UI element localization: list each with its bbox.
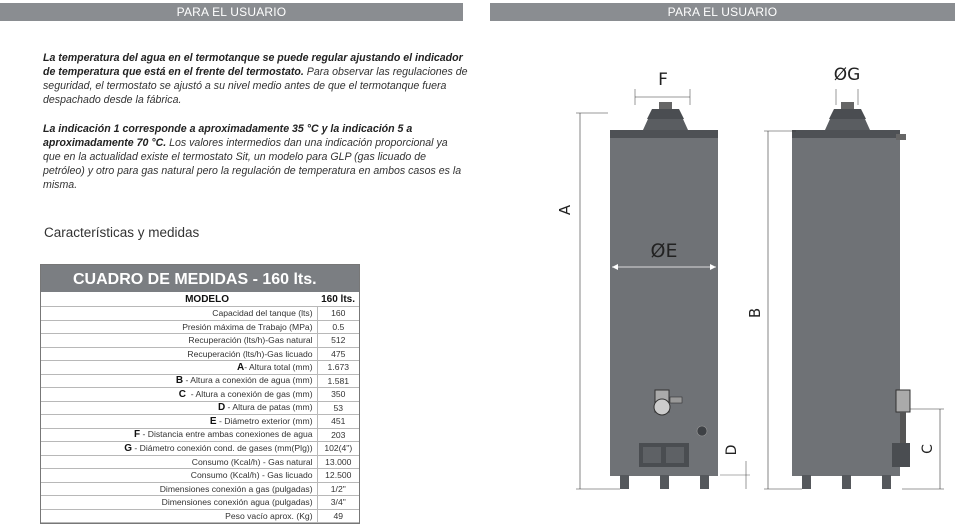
dimension-c-label: C — [920, 444, 936, 454]
row-label — [41, 388, 317, 402]
table-row — [41, 320, 359, 334]
table-row — [41, 347, 359, 361]
tank-left — [610, 102, 718, 489]
table-row — [41, 388, 359, 402]
row-value: 102(4") — [317, 442, 359, 456]
row-label — [41, 415, 317, 429]
tank-left-burner-panel-1 — [643, 447, 661, 463]
row-label-text: - Altura a conexión de agua (mm) — [183, 375, 313, 386]
dimension-f-label: F — [658, 70, 668, 90]
row-label-text: Consumo (Kcal/h) - Gas natural — [191, 456, 313, 467]
row-label — [41, 428, 317, 442]
dimension-e-label: ØE — [650, 240, 678, 262]
row-label — [41, 334, 317, 348]
tank-left-top — [610, 130, 718, 138]
tank-right-leg-1 — [802, 475, 811, 489]
row-value: 0.5 — [317, 320, 359, 334]
row-label — [41, 455, 317, 469]
table-row — [41, 482, 359, 496]
tank-right-burner-box — [892, 443, 910, 467]
row-label — [41, 442, 317, 456]
dimension-d-label: D — [724, 444, 740, 456]
row-label — [41, 401, 317, 415]
tank-left-flue-pipe — [659, 102, 672, 109]
paragraph1-bold: La temperatura del agua en el termotanque se puede regular ajustando el indicador de temperatura que está en el frente del termostato. — [43, 52, 463, 78]
row-value: 1/2" — [317, 482, 359, 496]
row-label-text: Dimensiones conexión a gas (pulgadas) — [159, 483, 313, 494]
row-label-text: Presión máxima de Trabajo (MPa) — [182, 321, 313, 332]
row-letter: D — [217, 402, 226, 414]
row-letter: C — [178, 388, 186, 400]
tank-right-top — [792, 130, 900, 138]
row-letter: E — [209, 415, 217, 427]
row-label — [41, 307, 317, 321]
paragraph1-text: Para observar las regulaciones de seguridad, el termostato se ajustó a su nivel medio antes de que el termotanque fuera despachado desde la fábrica. — [43, 66, 468, 106]
row-label — [41, 469, 317, 483]
table-row — [41, 374, 359, 388]
tank-left-flue-base — [643, 119, 688, 130]
row-label-text: Recuperación (lts/h)-Gas licuado — [187, 348, 313, 359]
row-label — [41, 496, 317, 510]
table-row — [41, 509, 359, 523]
header-band-right: PARA EL USUARIO — [490, 3, 955, 21]
paragraph-temperature-regulation — [43, 51, 468, 107]
tank-right-flue-cap — [829, 109, 866, 119]
table-row — [41, 442, 359, 456]
table-header-row — [41, 292, 359, 307]
row-label — [41, 361, 317, 375]
measures-table-title: CUADRO DE MEDIDAS - 160 lts. — [41, 265, 359, 292]
row-value: 512 — [317, 334, 359, 348]
row-label — [41, 374, 317, 388]
tank-right-flue-pipe — [841, 102, 854, 109]
row-label-text: Consumo (Kcal/h) - Gas licuado — [190, 470, 313, 481]
tank-right-leg-2 — [842, 475, 851, 489]
row-letter: G — [124, 442, 133, 454]
measures-table-body — [41, 292, 359, 523]
tank-left-burner-panel-2 — [666, 447, 684, 463]
row-label-text: Dimensiones conexión agua (pulgadas) — [161, 497, 313, 508]
tank-right-gas-pipe — [900, 412, 906, 443]
row-value: 451 — [317, 415, 359, 429]
water-heater-diagram — [540, 45, 950, 495]
table-row — [41, 334, 359, 348]
tank-right — [792, 102, 910, 489]
dimension-a-label: A — [556, 204, 574, 216]
header-band-left: PARA EL USUARIO — [0, 3, 463, 21]
row-label-text: - Altura total (mm) — [244, 361, 313, 372]
tank-left-leg-2 — [660, 475, 669, 489]
row-label-text: Peso vacío aprox. (Kg) — [225, 510, 313, 521]
column-header-model: MODELO — [41, 292, 317, 307]
dimension-g-label: ØG — [833, 65, 861, 85]
tank-left-flue-cap — [647, 109, 684, 119]
table-row — [41, 428, 359, 442]
table-row — [41, 455, 359, 469]
table-row — [41, 361, 359, 375]
row-label-text: Capacidad del tanque (lts) — [212, 308, 313, 319]
paragraph2-bold: La indicación 1 corresponde a aproximadamente 35 °C y la indicación 5 a aproximadamente 70 °C. — [43, 123, 413, 149]
row-label-text: - Altura de patas (mm) — [225, 402, 313, 413]
row-value: 350 — [317, 388, 359, 402]
row-label — [41, 320, 317, 334]
row-label-text: - Distancia entre ambas conexiones de agua — [140, 429, 313, 440]
tank-right-flue-base — [825, 119, 870, 130]
tank-right-valve — [896, 390, 910, 412]
dimension-b-label: B — [746, 307, 764, 319]
paragraph2-text: Los valores intermedios dan una indicación proporcional ya que en la actualidad existe el termostato Sit, un modelo para GLP (gas licuado de petróleo) y otro para gas natural pero la regulación de temperatura en ambos casos es la misma. — [43, 137, 462, 191]
section-title: Características y medidas — [44, 225, 200, 240]
row-letter: B — [175, 375, 184, 387]
row-label-text: - Altura a conexión de gas (mm) — [186, 388, 313, 399]
table-row — [41, 469, 359, 483]
row-label — [41, 509, 317, 523]
table-row — [41, 496, 359, 510]
row-value: 203 — [317, 428, 359, 442]
row-value: 160 — [317, 307, 359, 321]
table-row — [41, 307, 359, 321]
row-value: 12.500 — [317, 469, 359, 483]
tank-left-thermostat-knob — [654, 399, 670, 415]
row-value: 53 — [317, 401, 359, 415]
tank-left-leg-1 — [620, 475, 629, 489]
row-value: 3/4" — [317, 496, 359, 510]
tank-left-body — [610, 130, 718, 476]
row-label-text: Recuperación (lts/h)-Gas natural — [188, 335, 313, 346]
row-label-text: - Diámetro exterior (mm) — [216, 415, 313, 426]
row-letter: F — [134, 429, 141, 441]
row-letter: A — [237, 361, 245, 373]
measures-table — [40, 264, 360, 524]
row-label-text: - Diámetro conexión cond. de gases (mm(Plg)) — [132, 442, 313, 453]
tank-left-logo-icon — [697, 426, 707, 436]
paragraph-indication — [43, 122, 468, 192]
tank-left-leg-3 — [700, 475, 709, 489]
row-value: 1.581 — [317, 374, 359, 388]
tank-right-water-connection — [896, 134, 906, 140]
row-value: 1.673 — [317, 361, 359, 375]
table-row — [41, 415, 359, 429]
row-label — [41, 347, 317, 361]
tank-left-valve-pipe — [670, 397, 682, 403]
table-row — [41, 401, 359, 415]
row-value: 475 — [317, 347, 359, 361]
tank-right-body — [792, 130, 900, 476]
column-header-capacity: 160 lts. — [317, 292, 359, 307]
row-value: 49 — [317, 509, 359, 523]
row-value: 13.000 — [317, 455, 359, 469]
tank-right-leg-3 — [882, 475, 891, 489]
row-label — [41, 482, 317, 496]
